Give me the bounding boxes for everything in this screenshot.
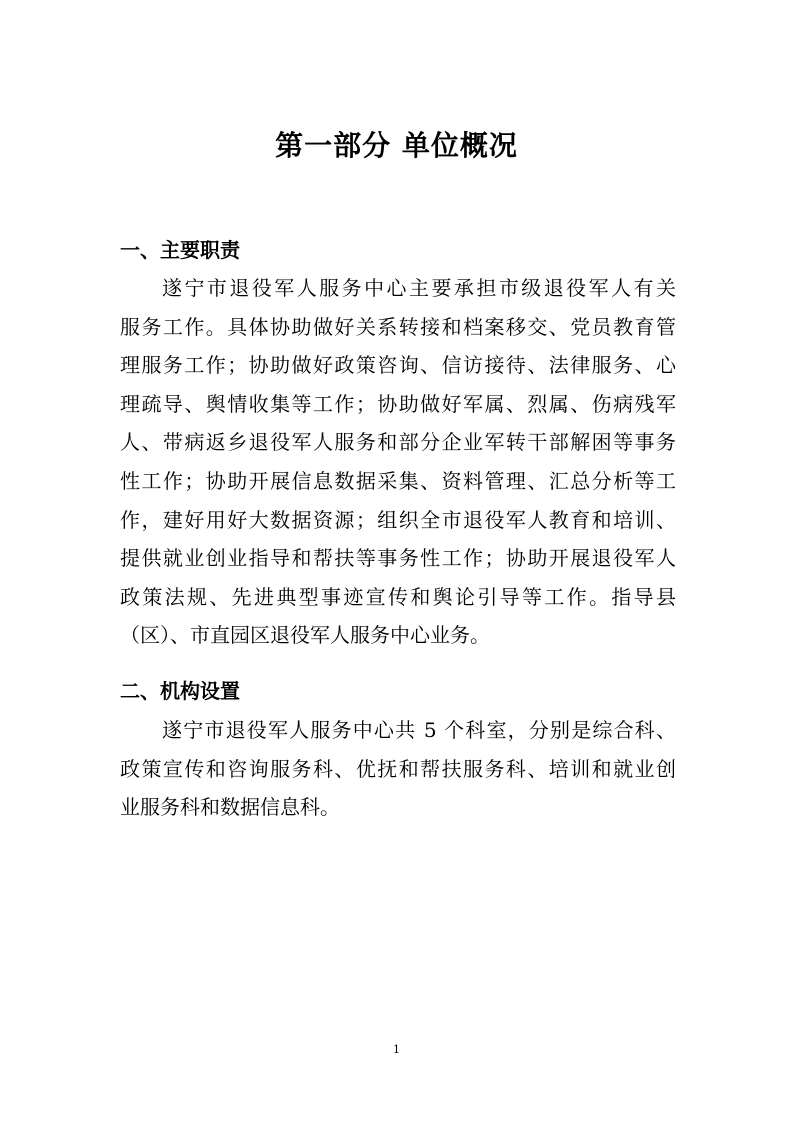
- organization-paragraph: [120, 711, 676, 827]
- paragraph-line: （区）、市直园区退役军人服务中心业务。: [120, 623, 490, 648]
- paragraph-line: 遂宁市退役军人服务中心主要承担市级退役军人有关: [162, 276, 676, 300]
- paragraph-line: 理疏导、舆情收集等工作；协助做好军属、烈属、伤病残军: [120, 391, 676, 416]
- paragraph-line: 作，建好用好大数据资源；组织全市退役军人教育和培训、: [120, 507, 676, 532]
- paragraph-line: 业服务科和数据信息科。: [120, 795, 340, 820]
- paragraph-line: 遂宁市退役军人服务中心共 5 个科室，分别是综合科、: [162, 718, 676, 742]
- paragraph-line: 政策宣传和咨询服务科、优抚和帮扶服务科、培训和就业创: [120, 756, 676, 781]
- paragraph-line: 人、带病返乡退役军人服务和部分企业军转干部解困等事务: [120, 430, 676, 455]
- section-heading-organization: 二、机构设置: [120, 679, 240, 703]
- duties-paragraph: [120, 269, 676, 655]
- section-heading-duties: 一、主要职责: [120, 238, 240, 262]
- paragraph-line: 性工作；协助开展信息数据采集、资料管理、汇总分析等工: [120, 468, 676, 493]
- paragraph-line: 提供就业创业指导和帮扶等事务性工作；协助开展退役军人: [120, 546, 676, 571]
- page-number: 1: [393, 1043, 400, 1056]
- paragraph-line: 政策法规、先进典型事迹宣传和舆论引导等工作。指导县: [120, 584, 676, 609]
- paragraph-line: 理服务工作；协助做好政策咨询、信访接待、法律服务、心: [120, 353, 676, 378]
- paragraph-line: 服务工作。具体协助做好关系转接和档案移交、党员教育管: [120, 314, 676, 339]
- page-title: 第一部分 单位概况: [275, 129, 518, 162]
